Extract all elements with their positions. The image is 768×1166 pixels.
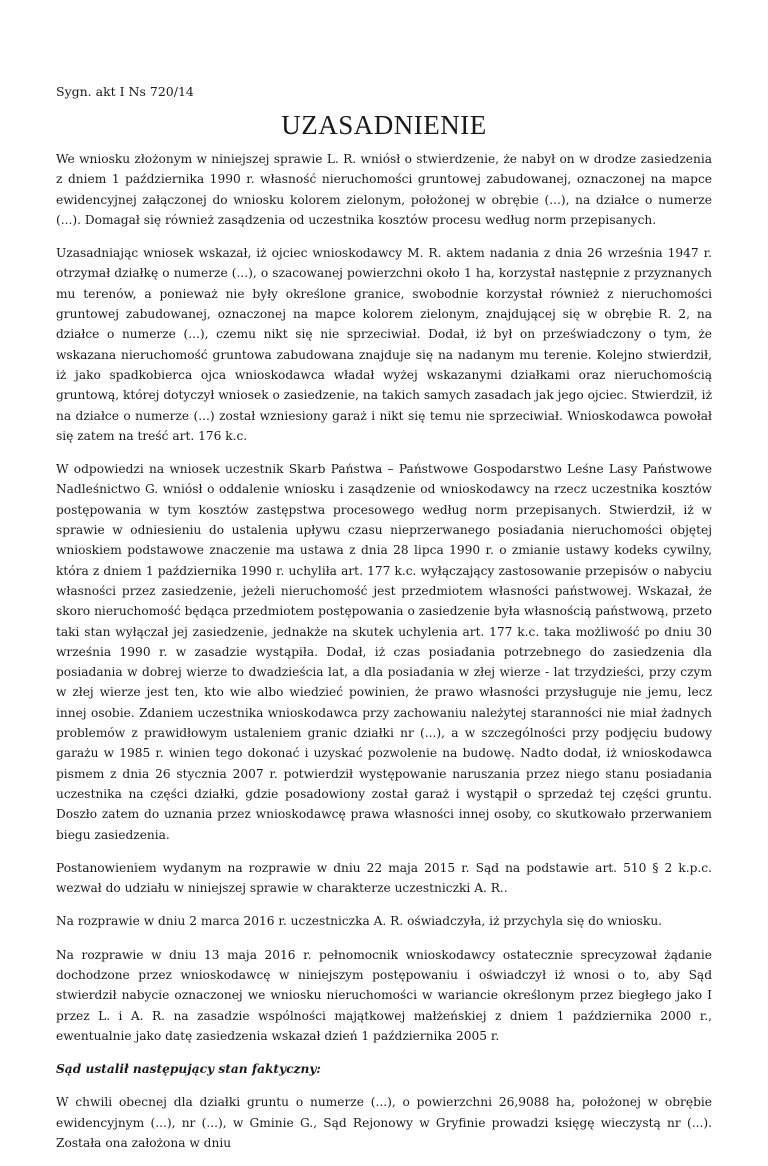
- paragraph-1: We wniosku złożonym w niniejszej sprawie L. R. wniósł o stwierdzenie, że nabył on w drodze zasiedzenia z dniem 1 października 1990 r. własność nieruchomości gruntowej zabudowanej, oznaczonej na mapce ewidencyjnej załączonej do wniosku kolorem zielonym, położonej w obrębie (...), na działce o numerze (...). Domagał się również zasądzenia od uczestnika kosztów procesu według norm przepisanych.: [56, 152, 712, 227]
- case-signature: Sygn. akt I Ns 720/14: [56, 84, 194, 99]
- paragraph-6: Na rozprawie w dniu 13 maja 2016 r. pełnomocnik wnioskodawcy ostatecznie sprecyzował żądanie dochodzone przez wnioskodawcę w niniejszym postępowaniu i oświadczył iż wnosi o to, aby Sąd stwierdził nabycie oznaczonej we wniosku nieruchomości w wariancie określonym przez biegłego jako I przez L. i A. R. na zasadzie wspólności majątkowej małżeńskiej z dniem 1 października 2000 r., ewentualnie jako datę zasiedzenia wskazał dzień 1 października 2005 r.: [56, 947, 712, 1043]
- document-page: [56, 83, 712, 1166]
- paragraph-5: Na rozprawie w dniu 2 marca 2016 r. uczestniczka A. R. oświadczyła, iż przychyla się do wniosku.: [56, 914, 663, 929]
- paragraph-4: Postanowieniem wydanym na rozprawie w dniu 22 maja 2015 r. Sąd na podstawie art. 510 § 2 k.p.c. wezwał do udziału w niniejszej sprawie w charakterze uczestniczki A. R..: [56, 860, 712, 896]
- section-heading: Sąd ustalił następujący stan faktyczny:: [56, 1062, 321, 1077]
- paragraph-7: W chwili obecnej dla działki gruntu o numerze (...), o powierzchni 26,9088 ha, położonej w obrębie ewidencyjnym (...), nr (...), w Gminie G., Sąd Rejonowy w Gryfinie prowadzi księgę wieczystą nr (...). Została ona założona w dniu: [56, 1095, 712, 1151]
- paragraph-3: W odpowiedzi na wniosek uczestnik Skarb Państwa – Państwowe Gospodarstwo Leśne Lasy Państwowe Nadleśnictwo G. wniósł o oddalenie wniosku i zasądzenie od wnioskodawcy na rzecz uczestnika kosztów postępowania w tym kosztów zastępstwa procesowego według norm przepisanych. Stwierdził, iż w sprawie w odniesieniu do ustalenia upływu czasu nieprzerwanego posiadania nieruchomości objętej wnioskiem podstawowe znaczenie ma ustawa z dnia 28 lipca 1990 r. o zmianie ustawy kodeks cywilny, która z dniem 1 października 1990 r. uchyliła art. 177 k.c. wyłączający zastosowanie przepisów o nabyciu własności przez zasiedzenie, jeżeli nieruchomość jest przedmiotem własności państwowej. Wskazał, że skoro nieruchomość będąca przedmiotem postępowania o zasiedzenie była własnością państwową, przeto taki stan wyłączał jej zasiedzenie, jednakże na skutek uchylenia art. 177 k.c. taka możliwość po dniu 30 września 1990 r. w zasadzie wystąpiła. Dodał, iż czas posiadania potrzebnego do zasiedzenia dla posiadania w dobrej wierze to dwadzieścia lat, a dla posiadania w złej wierze - lat trzydzieści, przy czym w złej wierze jest ten, kto wie albo wiedzieć powinien, że prawo własności przysługuje nie jemu, lecz innej osobie. Zdaniem uczestnika wnioskodawca przy zachowaniu należytej staranności nie miał żadnych problemów z prawidłowym ustaleniem granic działki nr (...), a w szczególności przy podjęciu budowy garażu w 1985 r. winien tego dokonać i uzyskać pozwolenie na budowę. Nadto dodał, iż wnioskodawca pismem z dnia 26 stycznia 2007 r. potwierdził występowanie naruszania przez niego stanu posiadania uczestnika na części działki, gdzie posadowiony został garaż i wystąpił o sprzedaż tej części gruntu. Doszło zatem do uznania przez wnioskodawcę prawa własności innej osoby, co skutkowało przerwaniem biegu zasiedzenia.: [56, 462, 712, 842]
- paragraph-2: Uzasadniając wniosek wskazał, iż ojciec wnioskodawcy M. R. aktem nadania z dnia 26 września 1947 r. otrzymał działkę o numerze (...), o szacowanej powierzchni około 1 ha, korzystał następnie z przyznanych mu terenów, a ponieważ nie były określone granice, swobodnie korzystał również z nieruchomości gruntowej zabudowanej, oznaczonej na mapce kolorem zielonym, znajdującej się w obrębie R. 2, na działce o numerze (...), czemu nikt się nie sprzeciwiał. Dodał, iż był on przeświadczony o tym, że wskazana nieruchomość gruntowa zabudowana znajduje się na nadanym mu terenie. Kolejno stwierdził, iż jako spadkobierca ojca wnioskodawca władał wyżej wskazanymi działkami oraz nieruchomością gruntową, której dotyczył wniosek o zasiedzenie, na takich samych zasadach jak jego ojciec. Stwierdził, iż na działce o numerze (...) został wzniesiony garaż i nikt się temu nie sprzeciwiał. Wnioskodawca powołał się zatem na treść art. 176 k.c.: [56, 246, 712, 443]
- document-title: UZASADNIENIE: [281, 110, 487, 140]
